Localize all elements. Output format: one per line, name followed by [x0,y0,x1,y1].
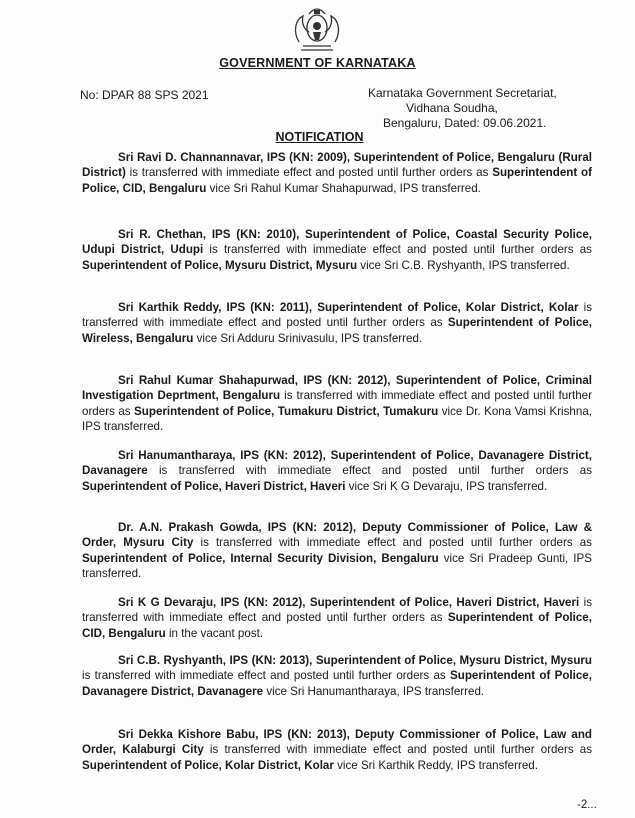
reference-number: No: DPAR 88 SPS 2021 [80,88,209,102]
transfer-paragraph [82,300,592,346]
bold-text-run: Sri K G Devaraju, IPS (KN: 2012), Superintendent of Police, Haveri District, Haveri [118,596,580,609]
text-run: is transferred with immediate effect and posted until further orders as [125,166,493,180]
text-run: is transferred with immediate effect and posted until further orders as [82,389,592,418]
bold-text-run: Sri Hanumantharaya, IPS (KN: 2012), Superintendent of Police, Davanagere District, Davanagere [82,449,592,478]
bold-text-run: Sri Rahul Kumar Shahapurwad, IPS (KN: 2012), Superintendent of Police, Criminal Investigation Deprtment, Bengaluru [82,374,592,403]
text-run: vice Sri Karthik Reddy, IPS transferred. [333,758,538,772]
bold-text-run: Sri Karthik Reddy, IPS (KN: 2011), Superintendent of Police, Kolar District, Kolar [118,301,579,314]
text-run: is transferred with immediate effect and posted until further orders as [203,243,592,257]
transfer-paragraph [82,595,592,641]
text-run: is transferred with immediate effect and posted until further orders as [147,464,592,478]
text-run: vice Sri Rahul Kumar Shahapurwad, IPS transferred. [206,181,481,195]
address-line-1: Karnataka Government Secretariat, [368,86,557,100]
text-run: vice Dr. Kona Vamsi Krishna, IPS transferred. [82,404,592,434]
bold-text-run: Superintendent of Police, Internal Security Division, Bengaluru [82,551,439,565]
notification-title: NOTIFICATION [275,130,364,144]
text-run: is transferred with immediate effect and posted until further orders as [82,301,592,330]
transfer-paragraph [82,373,592,435]
text-run: is transferred with immediate effect and posted until further orders as [82,669,451,683]
bold-text-run: Superintendent of Police, Wireless, Bengaluru [82,316,592,345]
bold-text-run: Superintendent of Police, CID, Bengaluru [82,611,592,640]
transfer-paragraph [82,227,592,273]
text-run: vice Sri Adduru Srinivasulu, IPS transferred. [193,331,423,345]
transfer-paragraph [82,150,592,196]
text-run: is transferred with immediate effect and posted until further orders as [82,596,593,625]
text-run: vice Sri Hanumantharaya, IPS transferred. [263,684,485,698]
address-line-3: Bengaluru, Dated: 09.06.2021. [383,116,547,130]
bold-text-run: Sri R. Chethan, IPS (KN: 2010), Superintendent of Police, Coastal Security Police, Udupi District, Udupi [82,228,592,257]
bold-text-run: Sri Ravi D. Channannavar, IPS (KN: 2009), Superintendent of Police, Bengaluru (Rural District) [82,151,592,180]
bold-text-run: Sri Dekka Kishore Babu, IPS (KN: 2013), Deputy Commissioner of Police, Law and Order, Kalaburgi City [82,728,592,757]
bold-text-run: Dr. A.N. Prakash Gowda, IPS (KN: 2012), Deputy Commissioner of Police, Law & Order, Mysuru City [82,521,592,550]
page-number: -2... [577,799,597,811]
text-run: vice Sri K G Devaraju, IPS transferred. [345,479,548,493]
text-run: in the vacant post. [165,626,264,640]
address-line-2: Vidhana Soudha, [406,101,498,115]
karnataka-state-emblem-icon [287,2,347,54]
text-run: vice Sri Pradeep Gunti, IPS transferred. [82,551,592,581]
government-title: GOVERNMENT OF KARNATAKA [219,56,416,70]
text-run: is transferred with immediate effect and posted until further orders as [193,536,592,550]
transfer-paragraph [82,653,592,699]
bold-text-run: Superintendent of Police, Mysuru District, Mysuru [82,258,358,272]
bold-text-run: Superintendent of Police, Haveri District, Haveri [82,479,346,493]
office-address [368,86,557,131]
bold-text-run: Superintendent of Police, CID, Bengaluru [82,166,592,195]
transfer-paragraph [82,520,592,582]
transfer-paragraph [82,448,592,494]
bold-text-run: Superintendent of Police, Kolar District, Kolar [82,758,334,772]
text-run: vice Sri C.B. Ryshyanth, IPS transferred. [357,258,570,272]
bold-text-run: Superintendent of Police, Davanagere District, Davanagere [82,669,592,698]
text-run: is transferred with immediate effect and posted until further orders as [203,743,592,757]
bold-text-run: Superintendent of Police, Tumakuru District, Tumakuru [134,404,439,418]
transfer-paragraph [82,727,592,773]
bold-text-run: Sri C.B. Ryshyanth, IPS (KN: 2013), Superintendent of Police, Mysuru District, Mysuru [118,654,592,667]
